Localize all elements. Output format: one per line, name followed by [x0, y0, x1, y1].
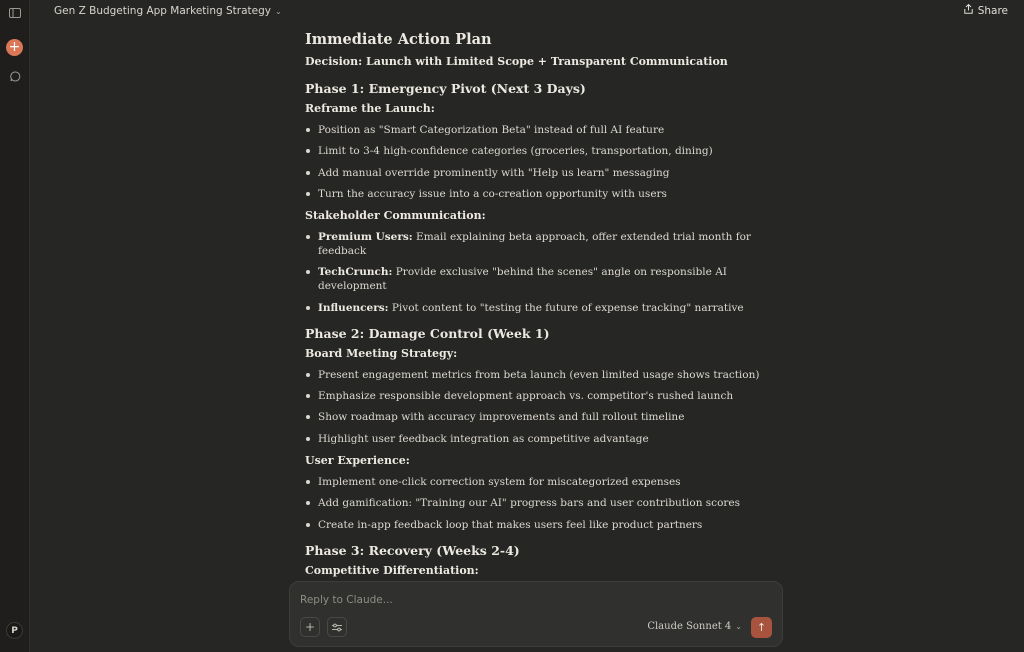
ux-list [305, 475, 775, 532]
plus-icon: + [304, 620, 316, 634]
item-label: Premium Users: [318, 231, 413, 244]
conversation-title: Gen Z Budgeting App Marketing Strategy [54, 5, 271, 17]
user-avatar[interactable]: P [6, 622, 23, 639]
decision-line: Decision: Launch with Limited Scope + Transparent Communication [305, 55, 728, 68]
list-item: Present engagement metrics from beta launch (even limited usage shows traction) [305, 368, 775, 382]
share-label: Share [977, 4, 1008, 17]
arrow-up-icon: ↑ [756, 621, 767, 634]
list-item: Position as "Smart Categorization Beta" instead of full AI feature [305, 123, 775, 137]
new-chat-button[interactable]: + [6, 39, 23, 56]
phase1-subheading-reframe: Reframe the Launch: [305, 102, 435, 115]
phase3-subheading: Competitive Differentiation: [305, 563, 479, 577]
conversation-title-menu[interactable] [54, 5, 282, 17]
model-selector[interactable] [647, 621, 742, 632]
phase1-heading: Phase 1: Emergency Pivot (Next 3 Days) [305, 81, 586, 96]
list-item: Emphasize responsible development approach vs. competitor's rushed launch [305, 389, 775, 403]
list-item [305, 301, 775, 315]
assistant-message [305, 30, 775, 579]
sliders-icon [332, 623, 342, 632]
list-item [305, 230, 775, 258]
list-item [305, 265, 775, 293]
board-list [305, 368, 775, 446]
item-text: Provide exclusive "behind the scenes" angle on responsible AI development [318, 266, 727, 293]
list-item: Show roadmap with accuracy improvements and full rollout timeline [305, 410, 775, 424]
item-label: Influencers: [318, 301, 389, 314]
phase3-heading: Phase 3: Recovery (Weeks 2-4) [305, 542, 520, 558]
list-item: Create in-app feedback loop that makes users feel like product partners [305, 518, 775, 532]
phase1-subheading-stakeholders: Stakeholder Communication: [305, 209, 486, 223]
top-bar [30, 0, 1024, 24]
item-label: TechCrunch: [318, 266, 393, 279]
reframe-list [305, 123, 775, 201]
list-item: Turn the accuracy issue into a co-creation opportunity with users [305, 187, 775, 201]
sidebar-toggle-icon[interactable] [5, 3, 25, 23]
item-text: Pivot content to "testing the future of expense tracking" narrative [388, 301, 744, 314]
reply-input[interactable] [300, 592, 770, 608]
share-button[interactable] [964, 4, 1008, 17]
send-button[interactable] [751, 617, 772, 638]
chats-icon[interactable] [5, 66, 25, 86]
list-item: Implement one-click correction system for miscategorized expenses [305, 475, 775, 489]
list-item: Add gamification: "Training our AI" progress bars and user contribution scores [305, 496, 775, 510]
phase2-subheading-board: Board Meeting Strategy: [305, 346, 458, 360]
chevron-down-icon: ⌄ [274, 6, 282, 16]
add-attachment-button[interactable] [300, 617, 320, 637]
list-item: Add manual override prominently with "Help us learn" messaging [305, 166, 775, 180]
item-text: Email explaining beta approach, offer extended trial month for feedback [318, 231, 751, 258]
left-rail [0, 0, 30, 652]
phase2-subheading-ux: User Experience: [305, 453, 410, 467]
share-icon [964, 4, 973, 17]
tools-button[interactable] [327, 617, 347, 637]
model-name: Claude Sonnet 4 [647, 621, 732, 632]
reply-composer [289, 581, 783, 647]
plan-title: Immediate Action Plan [305, 31, 492, 48]
chevron-down-icon: ⌄ [735, 622, 742, 631]
stakeholder-list [305, 230, 775, 315]
list-item: Highlight user feedback integration as competitive advantage [305, 432, 775, 446]
list-item: Limit to 3-4 high-confidence categories (groceries, transportation, dining) [305, 144, 775, 158]
phase2-heading: Phase 2: Damage Control (Week 1) [305, 325, 550, 341]
